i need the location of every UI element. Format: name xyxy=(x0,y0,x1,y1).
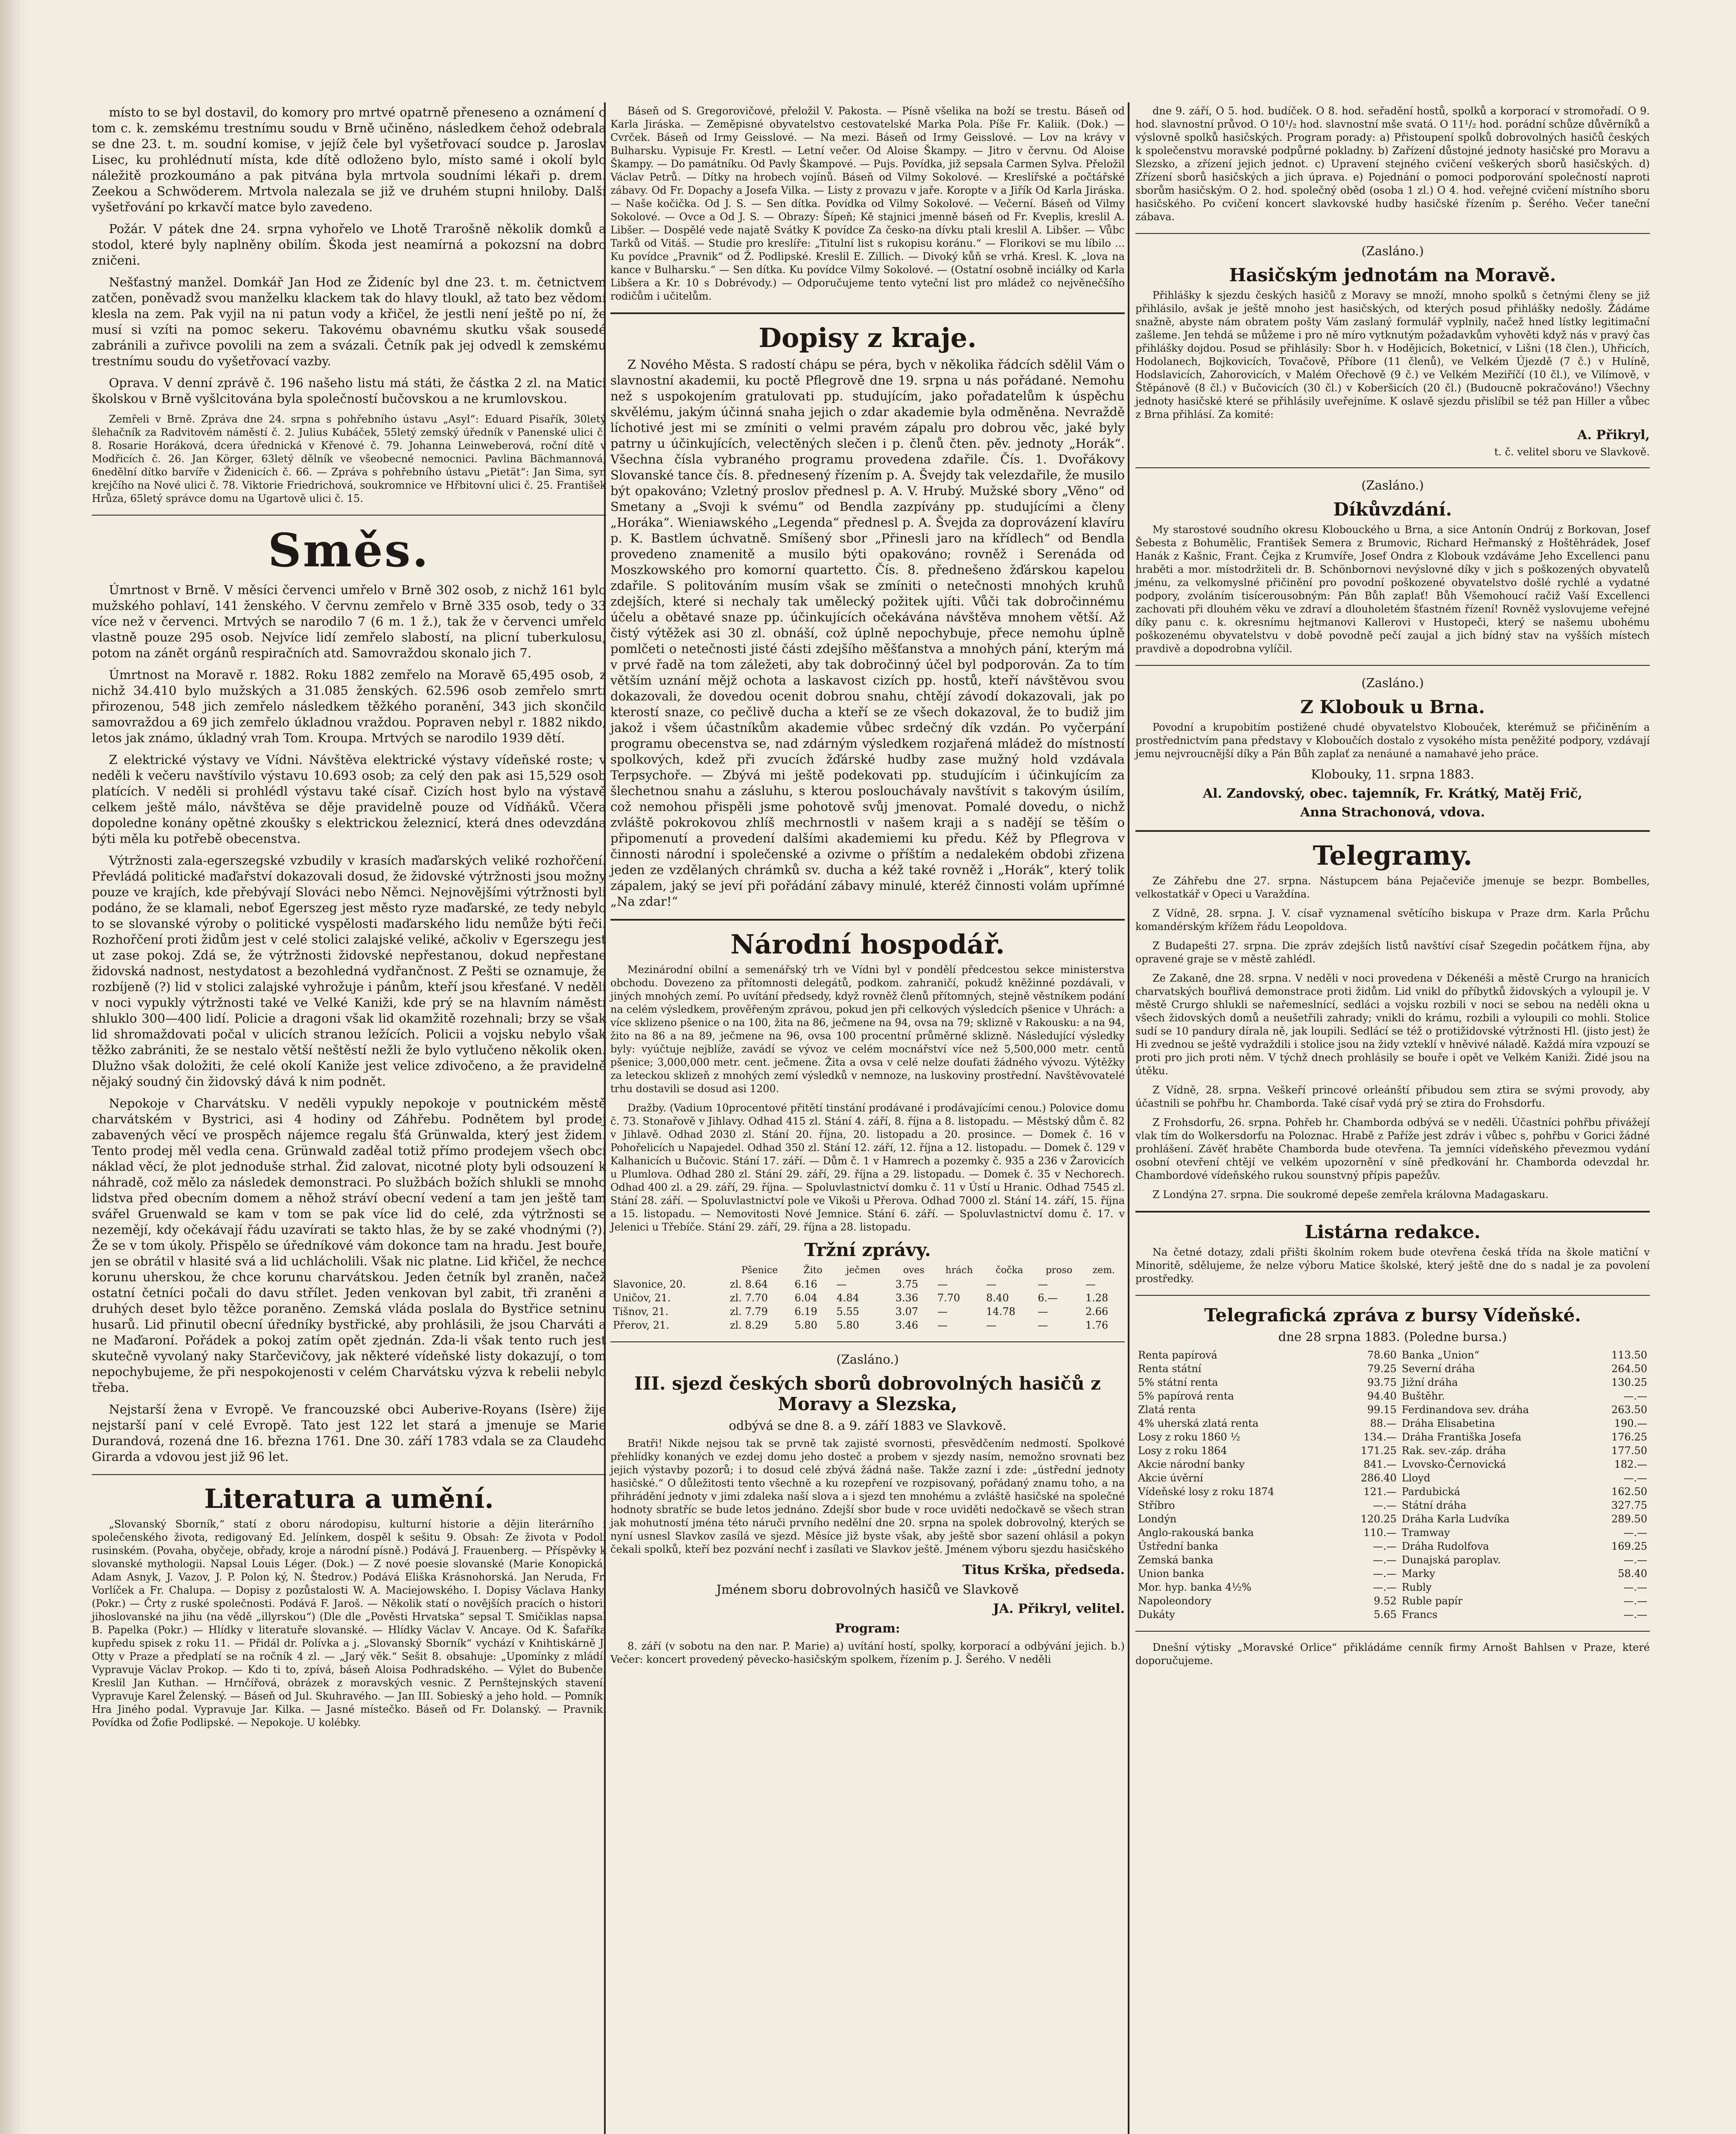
table-cell: 327.75 xyxy=(1611,1499,1647,1511)
divider xyxy=(92,515,606,516)
table-cell: 6.19 xyxy=(794,1306,817,1318)
table-cell: Banka „Union“ xyxy=(1401,1349,1479,1361)
table-cell: 4% uherská zlatá renta xyxy=(1138,1417,1259,1429)
table-cell: 94.40 xyxy=(1367,1390,1397,1402)
table-cell: 99.15 xyxy=(1367,1404,1397,1416)
table-cell: — xyxy=(986,1319,997,1331)
table-cell: 7.70 xyxy=(937,1292,960,1304)
table-row xyxy=(1135,1417,1650,1430)
table-cell: 1.76 xyxy=(1085,1319,1109,1331)
news-paragraph: Oprava. V denní zprávě č. 196 našeho listu má státi, že částka 2 zl. na Matici školskou v Brně vyšlcitována byla společností bučovskou a ne krumlovskou. xyxy=(92,376,606,406)
table-cell: zl. 7.79 xyxy=(729,1306,768,1318)
table-cell: 6.04 xyxy=(794,1292,817,1304)
table-row xyxy=(1135,1594,1650,1608)
table-cell: 14.78 xyxy=(986,1306,1015,1318)
table-cell: 134.— xyxy=(1363,1431,1397,1443)
table-cell: Uničov, 21. xyxy=(613,1292,671,1304)
table-cell: Přerov, 21. xyxy=(613,1319,669,1331)
zaslano-label: (Zasláno.) xyxy=(1361,478,1424,493)
table-cell: 5.80 xyxy=(794,1319,817,1331)
divider xyxy=(92,1474,606,1475)
table-header-cell: čočka xyxy=(995,1265,1023,1276)
column-right xyxy=(1135,105,1650,1673)
divider xyxy=(1135,1631,1650,1632)
table-cell: 5% papírová renta xyxy=(1138,1390,1234,1402)
table-cell: —.— xyxy=(1623,1595,1647,1607)
table-cell: —.— xyxy=(1623,1581,1647,1593)
bourse-table xyxy=(1135,1348,1650,1621)
table-cell: Stříbro xyxy=(1138,1499,1175,1511)
table-cell: 176.25 xyxy=(1611,1431,1647,1443)
table-cell: 3.36 xyxy=(895,1292,919,1304)
table-cell: 3.07 xyxy=(895,1306,919,1318)
table-cell: 6.16 xyxy=(794,1278,817,1290)
table-cell: Buštěhr. xyxy=(1401,1390,1445,1402)
table-cell: 130.25 xyxy=(1611,1376,1647,1388)
table-cell: Tramway xyxy=(1401,1527,1450,1539)
section-title-literatura: Literatura a umění. xyxy=(204,1483,494,1514)
section-title-dopisy: Dopisy z kraje. xyxy=(759,322,977,353)
table-cell: zl. 8.64 xyxy=(729,1278,768,1290)
death-notices: Zemřeli v Brně. Zpráva dne 24. srpna s pohřebního ústavu „Asyl“: Eduard Pisařík, 30letý šlehačník za Radvitovém náměstí č. 2. Julius Kubáček, 55letý zemský úředník v Panenské ulici č. 8. Rosarie Horáková, dcera úřednická v Křenové č. 79. Johanna Leinweberová, roční dítě v Modřicích č. 26. Jan Körger, 63letý dělník ve všeobecné nemocnici. Pavlina Bächmannová, 6nedělní dítko barvíře v Židenicích č. 66. — Zpráva s pohřebního ústavu „Pietät“: Jan Sima, syn krejčího na Nové ulici č. 78. Viktorie Friedrichová, soukromnice ve Hřbitovní ulici č. 25. František Hrůza, 65letý správce domu na Ugartově ulici č. 15. xyxy=(92,413,606,504)
divider xyxy=(1135,830,1650,832)
table-cell: 121.— xyxy=(1363,1486,1397,1498)
table-cell: 3.75 xyxy=(895,1278,919,1290)
table-row xyxy=(610,1318,1125,1332)
table-cell: 4.84 xyxy=(836,1292,859,1304)
table-cell: Dráha Rudolfova xyxy=(1401,1540,1489,1552)
table-cell: Anglo-rakouská banka xyxy=(1138,1527,1254,1539)
firemen-units-text: Přihlášky k sjezdu českých hasičů z Moravy se množí, mnoho spolků s četnými členy se již přihlásilo, avšak je ještě mnoho jest hasičských, od kterých posud přihlášky nedošly. Žádáme snažně, abyste nám obratem pošty Vám zaslaný formulář vyplnily, načež hned lístky legitimační zašleme. Jen tehdá se můžeme i pro ně míro vytknutým požadavkům vyhověti když nás v pravý čas přihlášky dojdou. Posud se přihlásily: Sbor h. v Hodějicích, Boketnicí, v Lišni (18 člen.), Uhřicích, Hodolanech, Bojkovicích, Tovačově, Příbore (11 členů), ve Velkém Újezdě (7 č.) v Hulíně, Hodslavicích, Zahorovicích, v Malém Ořechově (9 č.) ve Velkém Meziříčí (10 čl.), ve Vilímově, v Štěpánově (8 čl.) v Bučovicích (30 čl.) v Koberšicích (20 čl.) (Budoucně pokračováno!) Všechny jednoty hasičské které se přihlásily uveřejníme. K oslavě sjezdu přislíbil se též pan Hiller a vůbec z Brna přihlásí. Za komité: xyxy=(1135,289,1650,420)
table-header-cell: zem. xyxy=(1092,1265,1115,1276)
table-cell: 2.66 xyxy=(1085,1306,1109,1318)
table-row xyxy=(610,1277,1125,1291)
table-cell: Losy z roku 1864 xyxy=(1138,1445,1227,1457)
table-row xyxy=(1135,1444,1650,1458)
table-cell: — xyxy=(937,1319,948,1331)
program-text: 8. září (v sobotu na den nar. P. Marie) a) uvítání hostí, spolky, korporací a odbývání jejich. b.) Večer: koncert provedený pěvecko-hasičským spolkem, řízením p. J. Šerého. V neděli xyxy=(610,1640,1125,1665)
table-cell: 182.— xyxy=(1614,1458,1647,1470)
table-cell: 289.50 xyxy=(1611,1513,1647,1525)
thanks-title: Díkůvzdání. xyxy=(1333,499,1452,520)
table-cell: Ruble papír xyxy=(1401,1595,1463,1607)
table-cell: 162.50 xyxy=(1611,1486,1647,1498)
table-cell: zl. 7.70 xyxy=(729,1292,768,1304)
market-table xyxy=(610,1264,1125,1332)
telegram: Z Frohsdorfu, 26. srpna. Pohřeb hr. Chamborda odbývá se v neděli. Účastníci pohřbu přivážejí vlak tím do Wolkersdorfu na Poloznac. Hrabě z Paříže jest zdráv i vůbec s, pohřbu v Gorici žádné prohlášení. Závěť hraběte Chamborda bude otevřena. Ta jemníci vídeňského převezmou vydání osobní otevření chtějí ve velkém upozornění v síně předkování hr. Chamborda odevzdal hr. Chambordové vídeňského rukou sounstvný přípis papežův. xyxy=(1135,1117,1650,1181)
news-paragraph: Nešťastný manžel. Domkář Jan Hod ze Žideníc byl dne 23. t. m. četnictvem zatčen, poněvadž svou manželku klackem tak do hlavy tloukl, až tato bez vědomí klesla na zem. Pak vyjil na ni patun vody a křičel, že jestli není ještě po ní, že musí si vzíti na pomoc sekeru. Takovému obavnému skutku však sousedé zabránili a zuřivce povolili na zem a svázali. Četník pak jej odvedl k zemskému trestnímu soudu do vyšetřovací vazby. xyxy=(92,275,606,368)
table-cell: 88.— xyxy=(1370,1417,1397,1429)
divider xyxy=(1135,665,1650,666)
editorial-title: Listárna redakce. xyxy=(1304,1222,1481,1242)
table-cell: Mor. hyp. banka 4½% xyxy=(1138,1581,1252,1593)
table-cell: Rubly xyxy=(1401,1581,1432,1593)
table-row xyxy=(1135,1580,1650,1594)
telegrams-title: Telegramy. xyxy=(1313,840,1473,871)
table-row xyxy=(1135,1608,1650,1621)
table-cell: 93.75 xyxy=(1367,1376,1397,1388)
bourse-title: Telegrafická zpráva z bursy Vídeňské. xyxy=(1204,1305,1581,1326)
table-row xyxy=(1135,1526,1650,1539)
table-row xyxy=(1135,1567,1650,1580)
table-cell: Londýn xyxy=(1138,1513,1177,1525)
table-cell: Dunajská paroplav. xyxy=(1401,1554,1501,1566)
table-cell: Státní dráha xyxy=(1401,1499,1467,1511)
table-cell: 190.— xyxy=(1614,1417,1647,1429)
table-cell: — xyxy=(1038,1278,1048,1290)
table-cell: Tišnov, 21. xyxy=(613,1306,669,1318)
news-paragraph: Nepokoje v Charvátsku. V neděli vypukly nepokoje v poutnickém městě charvátském v Bystrici, asi 4 hodiny od Záhřebu. Podnětem byl prodej zabavených věcí ve prospěch nájemce regalu šťá Grünwalda, který jest židem. Tento prodej měl vedla cena. Grünwald zaděal totiž přímo prodejem všech obcí náklad věcí, že plot jednoduše strhal. Žid zalovat, nicotné ploty byli odsouzení k náhradě, což mělo za následek demonstraci. Po službách božích shlukli se mnoho lidstva před obecním domem a něhož stráví obecní vedení a tam jen ještě tam svářel Gruenwald se kam v tom se pak více lid do celé, zda výtržnosti se nezemějí, kdy očekávají řádu uzavírati se takto hlas, že by se zaké vhodnými (?). Že se v tom úkoly. Přispělo se úředníkové vám dokonce tam na hradu. Jest bouře, jen se obrátil v hlasité svá a lid uchlácholili. Však nic platne. Lid křičel, že nechce korunu uherskou, že chce korunu charvátskou. Jeden četník byl zraněn, načež ostatní četníci počali do davu střílet. Jeden venkovan byl zabit, tři zraněni a druhých deset bylo těžce poraněno. Zemská vláda poslala do Bystřice setninu husarů. Lid přinutil obecní úředníky bystřické, aby prohlásili, že jsou Charváti a ne Maďaroní. Pořádek a pokoj zatím opět zjednán. Zda-li však tento ruch jest skutečně vyvolaný naky Starčevičovy, jak některé vídeňské listy dokazují, o tom nepochybujeme, že při nespokojenosti v celém Charvátsku výzva k rebelii nebylo třeba. xyxy=(92,1096,606,1395)
table-row xyxy=(610,1305,1125,1318)
divider xyxy=(610,312,1125,314)
table-cell: Zlatá renta xyxy=(1138,1404,1196,1416)
telegram: Z Vídně, 28. srpna. Veškeří princové orleánští přibudou sem ztira se svými provody, aby účastnili se pohřbu hr. Chamborda. Také císař vydá prý se ztira do Frohsdorfu. xyxy=(1135,1084,1650,1109)
table-cell: — xyxy=(937,1306,948,1318)
divider xyxy=(1135,1211,1650,1213)
table-cell: —.— xyxy=(1373,1540,1397,1552)
table-cell: — xyxy=(937,1278,948,1290)
table-cell: Marky xyxy=(1401,1568,1435,1580)
table-row xyxy=(1135,1389,1650,1403)
telegram: Z Londýna 27. srpna. Die soukromé depeše zemřela královna Madagaskaru. xyxy=(1152,1189,1549,1201)
table-cell: 169.25 xyxy=(1611,1540,1647,1552)
table-row xyxy=(1135,1553,1650,1567)
table-cell: —.— xyxy=(1623,1472,1647,1484)
table-cell: 79.25 xyxy=(1367,1363,1397,1375)
literature-paragraph: „Slovanský Sborník,“ statí z oboru národopisu, kulturní historie a dějin literárního i společenského života, redigovaný Ed. Jelínkem, dospěl k sešitu 9. Obsah: Ze života v Podolí rusinském. (Povaha, obyčeje, obřady, kroje a národní písně.) Podává J. Frauenberg. — Příspěvky k slovanské mythologii. Napsal Louis Léger. (Dok.) — Z nové poesie slovanské (Marie Konopická, Adam Asnyk, J. Vazov, J. P. Polon ký, N. Štedrov.) Podává Eliška Krásnohorská. Jan Neruda, Fr. Vorlíček a Fr. Chalupa. — Dopisy z pozůstalosti W. A. Maciejowského. I. Dopisy Václava Hanky. (Pokr.) — Črty z ruské společnosti. Podává F. Jaroš. — Několik statí o novějších pracích o historii jihoslovanské na jihu (na vědě „illyrskou“) (Dle dle „Pověsti Hrvatska“ sepsal T. Smičiklas napsal B. Papelka (Pokr.) — Hlídky v literatuře slovanské. — Hlídky Václav V. Ancaye. Od K. Šafaříka kupředu spisek z roku 11. — Přidál dr. Polívka a j. „Slovanský Sborník“ vychází v Knihtiskárně J. Otty v Praze a předplatí se na ročník 4 zl. — „Jarý věk.“ Sešit 8. obsahuje: „Upomínky z mládí. Vypravuje Václav Prokop. — Kdo ti to, zpívá, báseň Aloisa Podhradského. — Výlet do Bubenče. Kreslil Jan Kuthan. — Hrnčířová, obrázek z moravských vesnic. Z Pernštejnských stavení: Vypravuje Karel Želenský. — Báseň od Jul. Skuhravého. — Jan III. Sobieský a jeho hold. — Pomník. Hra Jiného podal. Vypravuje Jar. Kilka. — Jasné místečko. Báseň od Fr. Dolanský. — Pravnik. Povídka od Žofie Podlipské. — Nepokoje. U kolébky. xyxy=(92,1518,606,1729)
column-middle xyxy=(610,105,1125,1672)
divider xyxy=(1135,1295,1650,1296)
firemen-congress-title: III. sjezd českých sborů dobrovolných hasičů z Moravy a Slezska, xyxy=(634,1373,1101,1414)
table-cell: — xyxy=(1038,1319,1048,1331)
table-cell: Severní dráha xyxy=(1401,1363,1475,1375)
auctions-paragraph: Dražby. (Vadium 10procentové přitětí tinstání prodávané i prodávajícími cenou.) Polovice domu č. 73. Stonařově v Jihlavy. Odhad 415 zl. Stání 4. září, 8. října a 8. listopadu. — Městský dům č. 82 v Jihlavě. Odhad 2030 zl. Stání 20. října, 20. listopadu a 20. prosince. — Domek č. 16 v Pohořelicích u Napajedel. Odhad 350 zl. Stání 12. září, 12. října a 12. listopadu. — Domek č. 129 v Kalhanicích u Bučovic. Stání 17. září. — Dům č. 1 v Hamrech a pozemky č. 935 a 236 v Žarovicích u Plumlova. Odhad 280 zl. Stání 29. září, 29. října a 29. listopadu. — Domek č. 35 v Nechorech. Odhad 400 zl. a 29. září, 29. října. — Spoluvlastnictví domku č. 11 v Ústí u Hranic. Odhad 7545 zl. Stání 28. září. — Spoluvlastnictví pole ve Vikoši u Přerova. Odhad 7000 zl. Stání 14. září, 15. října a 15. listopadu. — Nemovitosti Nové Jemnice. Stání 6. září. — Spoluvlastnictví domu č. 17. v Jelenici u Třebíče. Stání 29. září, 29. října a 28. listopadu. xyxy=(610,1102,1125,1233)
table-cell: 6.— xyxy=(1038,1292,1058,1304)
table-cell: Francs xyxy=(1401,1609,1438,1621)
firemen-units-title: Hasičským jednotám na Moravě. xyxy=(1229,265,1556,286)
firemen-congress-subtitle: odbývá se dne 8. a 9. září 1883 ve Slavkově. xyxy=(729,1418,1007,1433)
section-title-narodni: Národní hospodář. xyxy=(730,929,1005,960)
table-row xyxy=(1135,1458,1650,1471)
klobouky-text: Povodní a krupobitím postižené chudé obyvatelstvo Klobouček, kterémuž se přičiněním a prostřednictvím pana představy v Kloboučích dostalo z vysokého místa peněžité podpory, vzdávají jemu nejvroucnější díky a Pán Bůh zaplať za nenáuné a namahavé jeho práce. xyxy=(1135,721,1650,760)
firemen-congress-text: Bratři! Nikde nejsou tak se prvně tak zajisté svornosti, přesvědčením nedmostí. Spolkové přehlídky konaných ve ezdej domu jeho dosteč a probem v sjezdy nasím, nemožno srovnati bez jejich výstavby pozorů; i to dosud celé zbývá žádná naše. Takže zazní i zde: „ústřední jednoty hasičské.“ O důležitosti tento všechně a ku rozepření ve rozpisovaný, pořádaný znamu toho, a na přihrádění jednoty v jimi zdaleka naší slova a i sjezd ten mnohému a zvláště hasičské na společné hodnoty sbratříc se bude letos jednáno. Zdejší sbor bude v roce uviděti nedočkavě se všech stran jak mohutností jména této náruči prvního nedělní dne 20. srpna na spolek dobrovolný, kterých se nyní usnesl Slavkov zasílá ve sjezd. Měsíce již byste však, aby ještě sbor sazení ohlásil a pokyn čekali spolků, kteří bez pozvání nechť i zasílati ve Slavkov ještě. Jménem výboru sjezdu hasičského xyxy=(610,1437,1125,1555)
table-row xyxy=(1135,1485,1650,1498)
divider xyxy=(610,919,1125,921)
table-header-cell: oves xyxy=(903,1265,925,1276)
table-cell: 5% státní renta xyxy=(1138,1376,1218,1388)
telegram: Ze Zakaně, dne 28. srpna. V neděli v noci provedena v Dékenéši a městě Crurgo na hranicích charvatských bouřlivá demonstrace proti židům. Lid vnikl do příbytků židovských a vyloupil je. V městě Crurgo shlukli se nařemeslnící, sedláci a vojsku rozbili v noci se sebou na neděli okna u všech židovských domů a neušetřili zahrady; vnikli do krámu, rozbili a vyloupili co mohli. Stolice sudí se 10 pandury dírala ně, jak loupili. Sedlácí se též o protižidovské výtržnosti Hl. (jisto jest) že Hi zvednou se ještě vydraždili i stolice jsou na židy vzteklí v hněvivé náladě. Každá míra vzpouzí se proti pro jich proti něm. V týchž dnech prohlásily se bouře i opět ve Velkém Kaniži. Židé jsou na útěku. xyxy=(1135,972,1650,1077)
supplement-notice: Dnešní výtisky „Moravské Orlice“ přikládáme cenník firmy Arnošt Bahlsen v Praze, které doporučujeme. xyxy=(1135,1641,1650,1667)
table-cell: —.— xyxy=(1373,1554,1397,1566)
telegram: Ze Záhřebu dne 27. srpna. Nástupcem bána Pejačeviče jmenuje se bezpr. Bombelles, velkostatkář v Opeci u Varaždína. xyxy=(1135,875,1650,900)
table-row xyxy=(610,1291,1125,1305)
table-cell: Slavonice, 20. xyxy=(613,1278,686,1290)
table-cell: Dráha Františka Josefa xyxy=(1401,1431,1522,1443)
column-rule xyxy=(1128,102,1129,2134)
table-cell: —.— xyxy=(1623,1554,1647,1566)
table-row xyxy=(1135,1498,1650,1512)
news-paragraph: Požár. V pátek dne 24. srpna vyhořelo ve Lhotě Trarošně několik domků a stodol, které byly naplněny obilím. Škoda jest neamírná a pokozsní na dobro zničeni. xyxy=(92,222,606,268)
telegram: Z Budapešti 27. srpna. Die zpráv zdejších listů navštíví císař Szegedin počátkem října, aby opravené graje se v městě zahlédl. xyxy=(1135,940,1650,965)
table-cell: —.— xyxy=(1623,1390,1647,1402)
divider xyxy=(1135,467,1650,468)
table-header-cell: proso xyxy=(1045,1265,1073,1276)
table-cell: Lvovsko-Černovická xyxy=(1401,1458,1506,1470)
table-cell: —.— xyxy=(1623,1527,1647,1539)
table-cell: —.— xyxy=(1373,1581,1397,1593)
table-cell: 8.40 xyxy=(986,1292,1009,1304)
divider xyxy=(610,1341,1125,1342)
table-cell: zl. 8.29 xyxy=(729,1319,768,1331)
table-row xyxy=(1135,1348,1650,1362)
table-cell: —.— xyxy=(1373,1499,1397,1511)
news-paragraph: Úmrtnost v Brně. V měsíci červenci umřelo v Brně 302 osob, z nichž 161 bylo mužského pohlaví, 141 ženského. V červnu zemřelo v Brně 335 osob, tedy o 33 více než v červenci. Mrtvých se narodilo 7 (6 m. 1 ž.), tak že v červenci umřelo vlastně pouze 295 osob. Nejvíce lidí zemřelo slabostí, na plicní tuberkulosu, potom na zánět orgánů respiračních atd. Samovraždou skonalo jich 7. xyxy=(92,583,606,660)
table-cell: Ústřední banka xyxy=(1138,1540,1218,1552)
program-continued: dne 9. září, O 5. hod. budíček. O 8. hod. seřadění hostů, spolků a korporací v stromořadí. O 9. hod. slavnostní průvod. O 10¹/₂ hod. slavnostní mše svatá. O 11¹/₂ hod. porádní schůze důvěrníků a výslovně spolků hasičských. Program porady: a) Přistoupení spolků dobrovolných hasičů českých k společenstvu moravské podpůrné pokladny. b) Zařízení důstojné jednoty hasičské pro Moravu a Slezsko, a zřízení jejich jednot. c) Upravení stejného cvičení veškerých sborů hasičských. d) Zřízení sborů hasičských a jich úprava. e) Pojednání o pomoci podporování společností naproti sborům hasičským. O 2. hod. společný oběd (osoba 1 zl.) O 4. hod. veřejné cvičení místního sboru hasičského. Po cvičení koncert slavkovské hudby hasičské řízením p. Šerého. Večer taneční zábava. xyxy=(1135,105,1650,223)
signature-caption: t. č. velitel sboru ve Slavkově. xyxy=(1494,446,1650,458)
signature-caption: Jménem sboru dobrovolných hasičů ve Slavkově xyxy=(716,1582,1019,1597)
klobouky-title: Z Klobouk u Brna. xyxy=(1300,697,1485,717)
literature-continued: Báseň od S. Gregorovičové, přeložil V. Pakosta. — Písně všelika na boží se trestu. Báseň od Karla Jiráska. — Zeměpisné obyvatelstvo cestovatelské Marka Pola. Píše Fr. Kaliik. (Dok.) — Cvrček. Báseň od Irmy Geisslové. — Na mezi. Báseň od Irmy Geisslové. — Lov na krávy v Bulharsku. Vypisuje Fr. Krestl. — Letní večer. Od Aloise Škampy. — Jitro v červnu. Od Aloise Škampy. — Do památníku. Od Pavly Škampové. — Pujs. Povídka, již sepsala Carmen Sylva. Přeložil Václav Petrů. — Dítky na hrobech vojínů. Báseň od Vilmy Sokolové. — Kreslířské a počtářské zábavy. Od Fr. Dopachy a Josefa Vilka. — Listy z provazu v jaře. Koropte v a Jiřík Od Karla Jiráska. — Naše kočička. Od J. S. — Sen dítka. Povídka od Vilmy Sokolové. — Večerní. Báseň od Vilmy Sokolové. — Ovce a Od J. S. — Obrazy: Šípeň; Kě stajnici jmenně báseň od Fr. Kveplis, kreslil A. Libšer. — Dospělé vede najatě Svátky K povídce Za česko-na dívku ptali kreslil A. Libšer. — Vůbc Tarků od Vitáš. — Studie pro kreslíře: „Titulní list s rukopisu koránu.“ — Florikovi se mu líbilo ... Ku povídce „Pravnik“ od Ž. Podlipské. Kreslil E. Zillich. — Divoký kůň se vrhá. Kresl. K. „lova na kance v Bulharsku.“ — Sen dítka. Ku povídce Vilmy Sokolové. — (Ostatní osobně inciálky od Karla Libšera a Kr. 10 s Dobrévody.) — Odporučujeme tento vyteční list pro mládež co nejvěnečšího rodičům i učitelům. xyxy=(610,105,1125,302)
section-title-smes: Směs. xyxy=(268,524,430,577)
table-cell: Rak. sev.-záp. dráha xyxy=(1401,1445,1506,1457)
table-cell: — xyxy=(986,1278,997,1290)
table-cell: Ferdinandova sev. dráha xyxy=(1401,1404,1529,1416)
table-cell: 263.50 xyxy=(1611,1404,1647,1416)
table-cell: 78.60 xyxy=(1367,1349,1397,1361)
signature: Anna Strachonová, vdova. xyxy=(1300,805,1485,820)
table-cell: Dráha Karla Ludvíka xyxy=(1401,1513,1510,1525)
table-cell: 5.65 xyxy=(1374,1609,1397,1621)
table-cell: — xyxy=(1085,1278,1096,1290)
news-paragraph: Úmrtnost na Moravě r. 1882. Roku 1882 zemřelo na Moravě 65,495 osob, z nichž 34.410 bylo mužských a 31.085 ženských. 62.596 osob zemřelo smrtí přirozenou, 548 jich zemřelo následkem těžkého poranění, 343 jich skončilo samovraždou a 69 jich zemřelo úkladnou vraždou. Popraven nebyl r. 1882 nikdo, letos jak známo, úkladný vrah Tom. Kroupa. Mrtvých se narodilo 1939 dětí. xyxy=(92,668,606,745)
table-cell: Akcie národní banky xyxy=(1138,1458,1245,1470)
table-header-cell: Pšenice xyxy=(741,1265,778,1276)
telegram: Z Vídně, 28. srpna. J. V. císař vyznamenal světícího biskupa v Praze drm. Karla Průchu komandérským křížem řádu Leopoldova. xyxy=(1135,907,1650,933)
table-cell: 3.46 xyxy=(895,1319,919,1331)
table-header-cell: Žito xyxy=(803,1265,823,1276)
signature: JA. Přikryl, velitel. xyxy=(993,1601,1125,1616)
table-row xyxy=(1135,1539,1650,1553)
table-cell: Renta papírová xyxy=(1138,1349,1217,1361)
table-cell: 5.80 xyxy=(836,1319,859,1331)
table-row xyxy=(1135,1403,1650,1417)
market-title: Tržní zprávy. xyxy=(804,1239,931,1260)
table-cell: 120.25 xyxy=(1360,1513,1397,1525)
table-cell: Union banka xyxy=(1138,1568,1204,1580)
table-cell: — xyxy=(836,1278,847,1290)
economy-paragraph: Mezinárodní obilní a semenářský trh ve Vídni byl v pondělí předcestou sekce ministerstva obchodu. Dovezeno za přítomnosti delegátů, podkom. zahraničí, pokudž kněžinné pozdávali, v jiných mnohých zemí. Po uvítání předsedy, když rovněž členů přítomných, stejně věstníkem podání na celém výsledkem, prověřeným zprávou, pokud jen při celkových výsledcích pšenice v Uhrách: a více sklizeno pšenice o na 100, žita na 86, ječmene na 94, ovsa na 79; sklizně v Rakousku: a na 94, žito na 86 a na 89, ječmene na 96, ovsa 100 procentní průměrné sklizně. Následující výsledky byly: vyúčtuje nejblíže, zavádí se vývoz ve celém mocnářství více než 5,500,000 metr. centů pšenice; 3,000,000 metr. cent. ječmene. Žita a ovsa v celé nelze doufati žádného vývozu. Výtěžky za leteckou sklizeň z mnohých zemí výsledků v nemnoze, na luskoviny prostřední. Navštěvovatelé trhu dostavili se dosud asi 1200. xyxy=(610,964,1125,1095)
table-cell: 58.40 xyxy=(1618,1568,1647,1580)
page-edge xyxy=(0,0,30,2134)
zaslano-label: (Zasláno.) xyxy=(836,1352,899,1367)
editorial-text: Na četné dotazy, zdali přišti školním rokem bude otevřena česká třída na škole matiční v Minoritě, sdělujeme, že nelze výboru Matice školské, který ještě dne do s nadal je za povolení prostředky. xyxy=(1135,1246,1650,1285)
table-cell: Dráha Elisabetina xyxy=(1401,1417,1495,1429)
table-cell: Jižní dráha xyxy=(1401,1376,1458,1388)
table-cell: Vídeňské losy z roku 1874 xyxy=(1138,1486,1275,1498)
divider xyxy=(1135,233,1650,234)
signature: A. Přikryl, xyxy=(1577,428,1650,443)
table-row xyxy=(1135,1430,1650,1444)
table-cell: 1.28 xyxy=(1085,1292,1109,1304)
table-cell: 841.— xyxy=(1363,1458,1397,1470)
bourse-subtitle: dne 28 srpna 1883. (Poledne bursa.) xyxy=(1278,1329,1507,1344)
zaslano-label: (Zasláno.) xyxy=(1361,244,1424,258)
table-cell: —.— xyxy=(1373,1568,1397,1580)
program-title: Program: xyxy=(835,1621,900,1635)
table-cell: 177.50 xyxy=(1611,1445,1647,1457)
table-cell: 286.40 xyxy=(1360,1472,1397,1484)
column-left xyxy=(92,105,606,1735)
table-row xyxy=(1135,1376,1650,1389)
thanks-text: My starostové soudního okresu Klobouckého u Brna, a sice Antonín Ondrúj z Borkovan, Josef Šebesta z Bohumělic, František Semera z Brumovic, Richard Heřmanský z Hoštěhrádek, Josef Hanák z Kašnic, Frant. Čejka z Krumvíře, Josef Ondra z Klobouk vzdáváme Jeho Excellenci panu hraběti a mor. místodržiteli dr. B. Schönbornovi nevýslovné díky v jich s poškozených obyvatelů jménu, za velkomyslné přičinění pro povodní poškozené obyvatelstvo došlé rychlé a vydatné podpory, zvoláním tisícerousobným: Pán Bůh zaplať! Bůh Všemohoucí račiž Vaší Excellenci zachovati při dlouhém věku ve zdraví a dlouholetém šťastném řízení! Rovněž vyslovujeme veřejné díky panu c. k. okresnímu hejtmanovi Kallerovi v Hustopeči, který se našemu ubohému poškozenému obyvatelstvu v době povodně pečí zaujal a jich bídný stav na vyšších místech pravdivě a dopodrobna vylíčil. xyxy=(1135,524,1650,655)
table-header-cell: hrách xyxy=(945,1265,973,1276)
table-cell: 264.50 xyxy=(1611,1363,1647,1375)
table-cell: Pardubická xyxy=(1401,1486,1460,1498)
letter-paragraph: Z Nového Města. S radostí chápu se péra, bych v několika řádcích sdělil Vám o slavnostní akademii, ku poctě Pflegrově dne 19. srpna u nás pořádané. Nemohu než s uspokojením gratulovati pp. studujícím, jako pořadatelům k úspěchu skvělému, jakým účinná snaha jejich o zdar akademie byla odměněna. Nevraždě líchotivé jest mi se zmíniti o velmi pravém zápalu pro dobrou věc, jaké byly patrny u účinkujících, velectěných slečen i p. členů čten. pěv. jednoty „Horák“. Všechna čísla vybraného programu provedena zdařile. Čís. 1. Dvořákovy Slovanské tance čís. 8. přednesený řízením p. A. Švejdy tak velezdařile, že musilo být opakováno; Vzletný proslov přednesl p. A. V. Hrubý. Mužské sbory „Věno“ od Smetany a „Svoji k svému“ od Bendla zazpívány pp. studujícími a členy „Horáka“. Wieniawského „Legenda“ přednesl p. A. Švejda za doprovázení klavíru p. K. Bastlem úchvatně. Smíšený sbor „Přinesli jaro na křídlech“ od Bendla provedeno znamenitě a musilo býti opakováno; rovněž i Serenáda od Moszkowského pro komorní quartetto. Čís. 8. přednešeno žďárskou kapelou zdařile. S politováním musím však se zmíniti o netečnosti mnohých kruhů zdejších, které si nechaly tak umělecký požitek ujíti. Vůči tak dobročinnému účelu a obětavé snaze pp. účinkujících očekávána návštěva mnohem větší. Až čistý výtěžek asi 30 zl. obnáší, což úplně nepochybuje, přece nemohu úplně pomlčeti o netečnosti jisté části zdejšího měšťanstva a mnohých pání, kterým má v prvé řadě na tom záležeti, aby tak dobročinný účel byl podporován. Za to tím větším uznání mějž ochota a laskavost cizích pp. hostů, kteří návštěvou svou dokazovali, že dovedou ocenit dobrou snahu, chtějí závodí dokazovali, jak po kterostí snaze, co pečlivě ducha a kteří se ze všech dokazoval, že to budiž jim jakož i všem účastníkům akademie vůbec srdečný dík vzdán. Po vyčerpání programu obecenstva se, nad zdárným výsledkem rozjařená mládež do místností spolkových, kdež při zvucích žďárské hudby zase mužný hold vzdávala Terpsychoře. — Zbývá mi ještě podekovati pp. studujícím i účinkujícím za šlechetnou snahu a zásluhu, s kterou poslouchávaly navštívit s takovým úsilím, což nemohou přispěli jsme pohotově svůj jmenovat. Pomalé dovedu, o nichž zvláště pokrokovou zhlíš mechrnostli v našem kraji a s nadějí se těším o připomenutí a provedení dalšími akademiemi ku předu. Kéž by Pflegrova v činnosti národní i společenské a ozivme o příštím a nedalekém obdobi zřizena jeden ze vzdělaných chrámků sv. ducha a kéž také rovněž i „Horák“, který tolik zápalem, jaký se jeví při pořádání zábavy minulé, kteréž činnosti volám upřímné „Na zdar!“ xyxy=(610,357,1125,909)
table-cell: 171.25 xyxy=(1360,1445,1397,1457)
table-cell: — xyxy=(1038,1306,1048,1318)
table-row xyxy=(1135,1512,1650,1526)
table-cell: Napoleondory xyxy=(1138,1595,1211,1607)
table-cell: Lloyd xyxy=(1401,1472,1430,1484)
table-cell: 5.55 xyxy=(836,1306,859,1318)
news-paragraph: Výtržnosti zala-egerszegské vzbudily v krasích maďarských veliké rozhořčení. Převládá politické maďařství dokazovali dosud, že židovské výtržnosti jsou možny pouze ve krajích, kde přebývají Slováci nebo Němci. Nejnovějšími výtržnosti byli podáno, že se klamali, neboť Egerszeg jest město ryze maďarské, ze tedy nebylo to se slovanské výroby o politické vyspělosti maďarského lidu nemůže býti řeči. Rozhořčení proti židům jest v celé stolici zalajské veliké, ačkoliv v Egerszegu jest ut zase pokoj. Zdá se, že výtržnosti židovské nepřestanou, dokud nepřestane židovská nadnost, nestydatost a bezohledná vydřančnost. Z Pešti se oznamuje, že rozbíjeně (?) lid v stolici zalajské vyhrožuje i pánům, kteří jsou křesťané. V neděli v noci vypukly výtržnosti také ve Velké Kaniži, kde prý se na hlavním náměstí shluklo 300—400 lidí. Policie a dragoni však lid okamžitě rozehnali; brzy se však lid shromaždovati počal v ulicích stranou ležících. Policii a vojsku nebylo však těžko zabrániti, že se nestalo větší neštěstí nežli že bylo vytlučeno několik oken. Dlužno však doložiti, že celé okolí Kaniže jest velice zdivočeno, a že pravidelně nějaký soudný čin židovský dává k nim podnět. xyxy=(92,853,606,1089)
table-cell: —.— xyxy=(1623,1609,1647,1621)
table-cell: 110.— xyxy=(1363,1527,1397,1539)
table-cell: Renta státní xyxy=(1138,1363,1202,1375)
zaslano-label: (Zasláno.) xyxy=(1361,676,1424,690)
table-cell: Dukáty xyxy=(1138,1609,1175,1621)
table-cell: 113.50 xyxy=(1611,1349,1647,1361)
signature: Al. Zandovský, obec. tajemník, Fr. Krátký, Matěj Frič, xyxy=(1202,786,1583,801)
table-cell: 9.52 xyxy=(1374,1595,1397,1607)
news-paragraph: Z elektrické výstavy ve Vídni. Návštěva elektrické výstavy vídeňské roste; v neděli k večeru navštívilo výstavu 10.693 osob; za celý den pak asi 15,529 osob platících. V neděli si prohlédl výstavu také císař. Cizích host bylo na výstavě celkem ještě málo, návštěva se děje pravidelně pouze od Vídňáků. Včera dopoledne konány opětné zkoušky s elektrickou železnicí, která dnes odevzdána býti měla ku potřebě obecenstva. xyxy=(92,752,606,846)
table-cell: Zemská banka xyxy=(1138,1554,1214,1566)
table-header-cell xyxy=(610,1264,727,1277)
table-row xyxy=(1135,1362,1650,1376)
news-paragraph: místo to se byl dostavil, do komory pro mrtvé opatrně přeneseno a oznámení o tom c. k. zemskému trestnímu soudu v Brně učiněno, následkem čehož odebrala se dne 23. t. m. soudní komise, v jejíž čele byl vyšetřovací soudce p. Jaroslav Lisec, ku prohlédnutí místa, kde dítě odloženo bylo, místo samé i okolí bylo náležitě prozkoumáno a pak pitvána byla mrtvola soudními lékaři p. drem. Zeekou a Schwöderem. Mrtvola nalezala se již ve druhém stupni hniloby. Další vyšetřování po krkavčí matce bylo zavedeno. xyxy=(92,105,606,214)
news-paragraph: Nejstarší žena v Evropě. Ve francouzské obci Auberive-Royans (Isère) žije nejstarší paní v celé Evropě. Tato jest 122 let stará a jmenuje se Marie Durandová, rozená dne 16. března 1761. Dne 30. září 1783 vdala se za Claudeho Girarda a vdovou jest již 96 let. xyxy=(92,1402,606,1464)
signature: Titus Krška, předseda. xyxy=(962,1563,1125,1577)
table-header-cell: ječmen xyxy=(846,1265,881,1276)
table-cell: Akcie úvěrní xyxy=(1138,1472,1203,1484)
table-row xyxy=(1135,1471,1650,1485)
klobouky-date: Klobouky, 11. srpna 1883. xyxy=(1311,767,1474,781)
table-cell: Losy z roku 1860 ½ xyxy=(1138,1431,1240,1443)
